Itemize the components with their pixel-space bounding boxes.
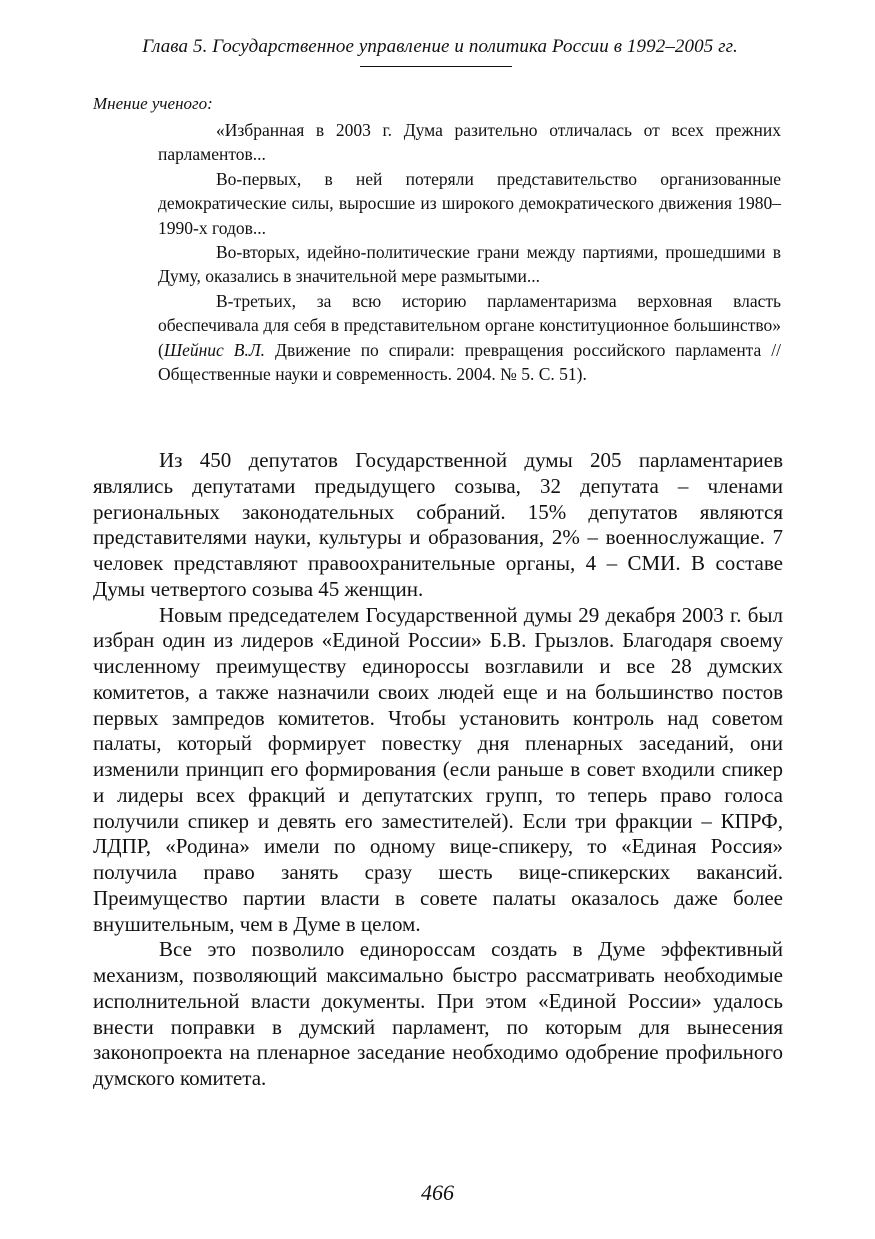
- scholar-quote: [158, 118, 781, 386]
- citation-author: Шейнис В.Л.: [163, 339, 266, 360]
- quote-label: Мнение ученого:: [93, 94, 213, 113]
- body-paragraph: Все это позволило единороссам создать в Думе эффективный механизм, позволяющий максимально быстро рассматривать необходимые исполнительной власти документы. При этом «Единой России» удалось внести поправки в думский парламент, по которым для вынесения законопроекта на пленарное заседание необходимо одобрение профильного думского комитета.: [93, 937, 783, 1090]
- citation-open: (: [158, 339, 164, 360]
- quote-paragraph: Во-первых, в ней потеряли представительство организованные демократические силы, выросшие из широкого демократического движения 1980–1990-х годов...: [158, 168, 781, 238]
- quote-paragraph-text: В-третьих, за всю историю парламентаризма верховная власть обеспечивала для себя в представительном органе конституционное большинство»: [158, 290, 781, 336]
- quote-paragraph: «Избранная в 2003 г. Дума разительно отличалась от всех прежних парламентов...: [158, 120, 781, 165]
- running-title: Глава 5. Государственное управление и политика России в 1992–2005 гг.: [142, 36, 738, 57]
- body-paragraph: Новым председателем Государственной думы 29 декабря 2003 г. был избран один из лидеров «Единой России» Б.В. Грызлов. Благодаря своему численному преимуществу единороссы возглавили и все 28 думских комитетов, а также назначили своих людей еще и на большинство постов первых зампредов комитетов. Чтобы установить контроль над советом палаты, который формирует повестку дня пленарных заседаний, они изменили принцип его формирования (если раньше в совет входили спикер и лидеры всех фракций и депутатских групп, то теперь право голоса получили спикер и девять его заместителей). Если три фракции – КПРФ, ЛДПР, «Родина» имели по одному вице-спикеру, то «Единая Россия» получила право занять сразу шесть вице-спикерских вакансий. Преимущество партии власти в совете палаты оказалось даже более внушительным, чем в Думе в целом.: [93, 602, 783, 936]
- quote-paragraph-last: [158, 289, 781, 387]
- header-rule: [360, 66, 512, 67]
- body-paragraph: Из 450 депутатов Государственной думы 205 парламентариев являлись депутатами предыдущего созыва, 32 депутата – членами региональных законодательных собраний. 15% депутатов являются представителями науки, культуры и образования, 2% – военнослужащие. 7 человек представляют правоохранительные органы, 4 – СМИ. В составе Думы четвертого созыва 45 женщин.: [93, 448, 783, 601]
- citation-source: Движение по спирали: превращения российского парламента // Общественные науки и современность. 2004. № 5. С. 51).: [158, 339, 781, 385]
- page-number: 466: [421, 1180, 454, 1205]
- quote-paragraph: Во-вторых, идейно-политические грани между партиями, прошедшими в Думу, оказались в значительной мере размытыми...: [158, 242, 781, 287]
- main-text: [93, 448, 783, 1092]
